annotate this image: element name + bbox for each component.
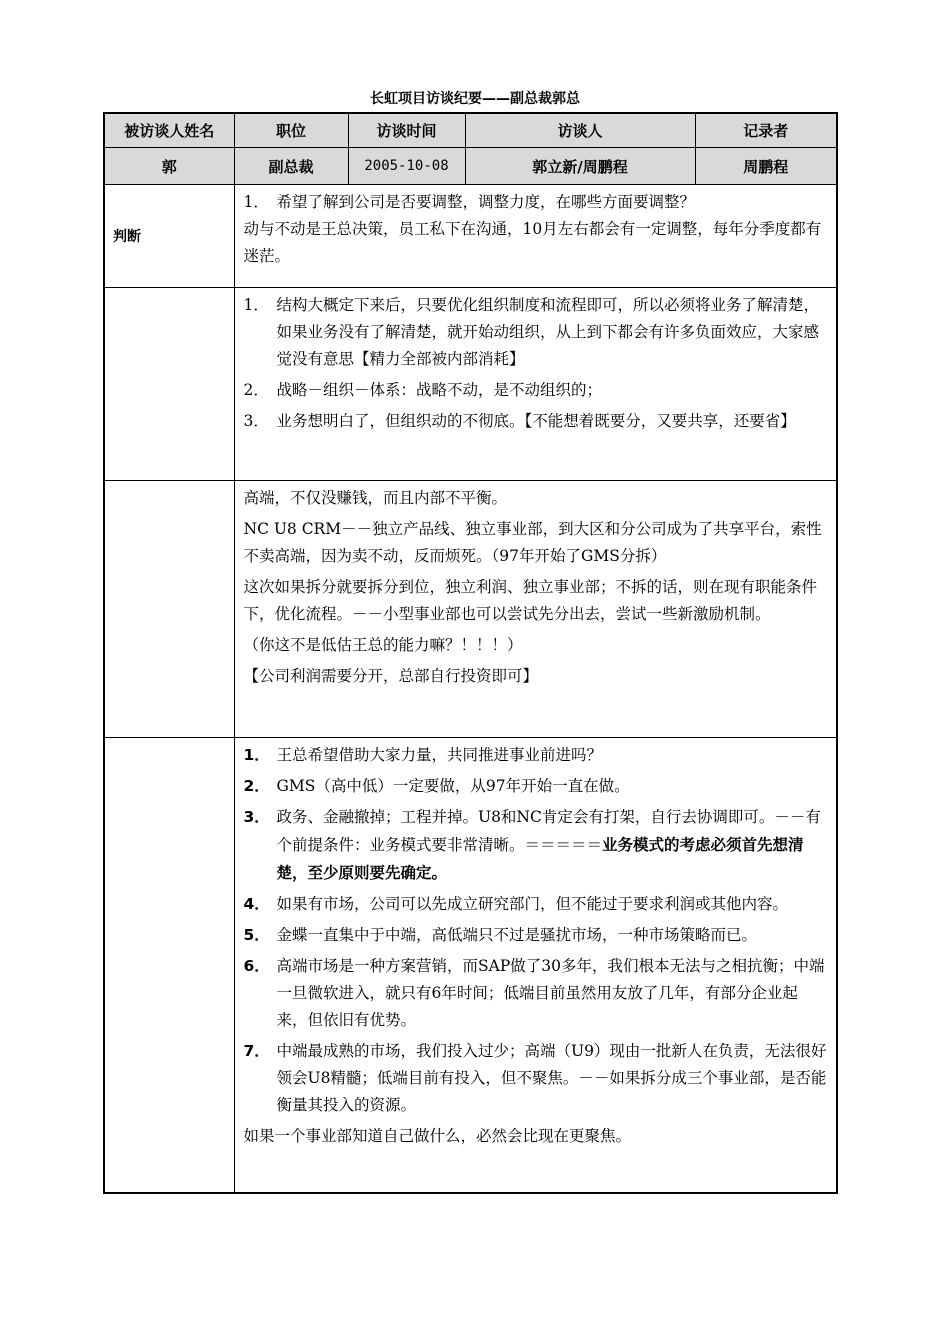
item-text: 如果有市场，公司可以先成立研究部门，但不能过于要求利润或其他内容。 bbox=[276, 895, 789, 913]
list-item bbox=[244, 742, 829, 769]
paragraph: NC U8 CRM－－独立产品线、独立事业部，到大区和分公司成为了共享平台，索性不卖高端，因为卖不动，反而烦死。（97年开始了GMS分拆） bbox=[243, 520, 822, 565]
list-item bbox=[244, 408, 829, 435]
section-label-empty bbox=[104, 481, 234, 738]
list-item bbox=[244, 292, 829, 373]
section-row-3 bbox=[104, 481, 837, 738]
header-cell-name: 被访谈人姓名 bbox=[104, 113, 234, 148]
value-name: 郭 bbox=[104, 148, 234, 185]
item-number: 2． bbox=[243, 381, 269, 399]
section-label-empty bbox=[104, 738, 234, 1194]
item-number: 3． bbox=[243, 808, 270, 826]
header-cell-position: 职位 bbox=[234, 113, 348, 148]
item-text: 王总希望借助大家力量，共同推进事业前进吗？ bbox=[276, 746, 603, 764]
item-text: GMS（高中低）一定要做，从97年开始一直在做。 bbox=[276, 777, 630, 795]
section-row-4 bbox=[104, 738, 837, 1194]
item-text-plain: 政务、金融撤掉；工程并掉。U8和NC肯定会有打架，自行去协调即可。－－有个前提条件：业务模式要非常清晰。＝＝＝＝＝ bbox=[276, 808, 821, 854]
value-recorder: 周鹏程 bbox=[695, 148, 837, 185]
header-cell-recorder: 记录者 bbox=[695, 113, 837, 148]
list-item bbox=[244, 773, 829, 800]
list-item bbox=[244, 1038, 829, 1119]
item-text bbox=[277, 804, 829, 887]
paragraph: （你这不是低估王总的能力嘛？！！！） bbox=[243, 636, 523, 654]
item-text: 战略－组织－体系：战略不动，是不动组织的； bbox=[276, 381, 603, 399]
header-cell-time: 访谈时间 bbox=[348, 113, 465, 148]
section-content-3 bbox=[234, 481, 837, 738]
item-text: 高端市场是一种方案营销，而SAP做了30多年，我们根本无法与之相抗衡；中端一旦微软进入，就只有6年时间；低端目前虽然用友放了几年，有部分企业起来，但依旧有优势。 bbox=[276, 957, 825, 1029]
header-row bbox=[104, 113, 837, 148]
list-item bbox=[244, 804, 829, 887]
item-number: 5． bbox=[243, 926, 270, 944]
item-number: 1． bbox=[243, 296, 269, 314]
value-time: 2005-10-08 bbox=[348, 148, 465, 185]
list-item bbox=[244, 189, 829, 216]
list-item bbox=[244, 891, 829, 918]
item-number: 1． bbox=[243, 193, 269, 211]
paragraph: 高端，不仅没赚钱，而且内部不平衡。 bbox=[243, 489, 508, 507]
value-row bbox=[104, 148, 837, 185]
item-text-bold: 业务模式的考虑必须首先想清楚，至少原则要先确定。 bbox=[276, 835, 804, 882]
section-label-empty bbox=[104, 288, 234, 481]
item-text: 业务想明白了，但组织动的不彻底。【不能想着既要分，又要共享，还要省】 bbox=[276, 412, 796, 430]
section-content-2 bbox=[234, 288, 837, 481]
item-number: 3． bbox=[243, 412, 269, 430]
paragraph: 动与不动是王总决策，员工私下在沟通，10月左右都会有一定调整，每年分季度都有迷茫。 bbox=[243, 220, 822, 265]
paragraph: 【公司利润需要分开，总部自行投资即可】 bbox=[243, 667, 539, 685]
section-row-1 bbox=[104, 185, 837, 288]
list-item bbox=[244, 922, 829, 949]
list-item bbox=[244, 953, 829, 1034]
item-text: 中端最成熟的市场，我们投入过少；高端（U9）现由一批新人在负责，无法很好领会U8精髓；低端目前有投入，但不聚焦。－－如果拆分成三个事业部，是否能衡量其投入的资源。 bbox=[276, 1042, 827, 1114]
value-position: 副总裁 bbox=[234, 148, 348, 185]
header-cell-interviewer: 访谈人 bbox=[465, 113, 695, 148]
list-item bbox=[244, 377, 829, 404]
paragraph: 这次如果拆分就要拆分到位，独立利润、独立事业部；不拆的话，则在现有职能条件下，优化流程。－－小型事业部也可以尝试先分出去，尝试一些新激励机制。 bbox=[243, 578, 818, 623]
item-number: 1． bbox=[243, 746, 270, 764]
item-number: 4． bbox=[243, 895, 270, 913]
item-text: 结构大概定下来后，只要优化组织制度和流程即可，所以必须将业务了解清楚，如果业务没有了解清楚，就开始动组织，从上到下都会有许多负面效应，大家感觉没有意思【精力全部被内部消耗】 bbox=[276, 296, 820, 368]
section-label: 判断 bbox=[104, 185, 234, 288]
item-number: 2． bbox=[243, 777, 270, 795]
item-number: 7． bbox=[243, 1042, 270, 1060]
section-row-2 bbox=[104, 288, 837, 481]
paragraph: 如果一个事业部知道自己做什么，必然会比现在更聚焦。 bbox=[243, 1127, 632, 1145]
interview-table bbox=[103, 112, 838, 1194]
item-text: 金蝶一直集中于中端，高低端只不过是骚扰市场，一种市场策略而已。 bbox=[276, 926, 758, 944]
section-content-4 bbox=[234, 738, 837, 1194]
section-content-1 bbox=[234, 185, 837, 288]
item-text: 希望了解到公司是否要调整，调整力度，在哪些方面要调整？ bbox=[276, 193, 696, 211]
document-title: 长虹项目访谈纪要——副总裁郭总 bbox=[370, 91, 580, 107]
item-number: 6． bbox=[243, 957, 270, 975]
value-interviewer: 郭立新/周鹏程 bbox=[465, 148, 695, 185]
